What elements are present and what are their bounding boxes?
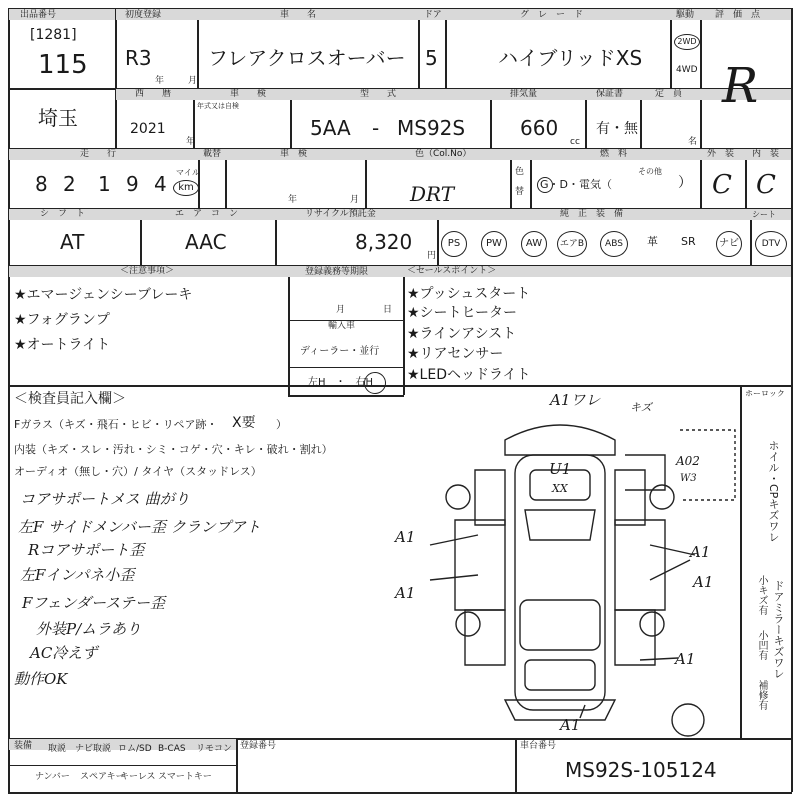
equipment-item: ABS [600, 231, 628, 257]
model-year-label: 西 暦 [135, 89, 172, 99]
year-unit: 年 [155, 76, 165, 86]
sales-item: ★ラインアシスト [407, 326, 517, 342]
inspect-month-unit: 月 [350, 195, 360, 205]
diagram-label: XX [552, 482, 568, 495]
yen-unit: 円 [427, 251, 437, 261]
fuel-close: ） [678, 175, 692, 191]
reg-number-label: 登録番号 [240, 741, 277, 751]
aircon: AAC [185, 230, 227, 254]
reg-month-unit: 月 [336, 305, 346, 315]
month-unit: 月 [188, 76, 198, 86]
side-column-2c: 補修有 [756, 680, 767, 710]
exterior-grade: C [712, 170, 732, 200]
equipment-item: ナビ [716, 231, 742, 257]
side-label: ホーロック [745, 389, 785, 398]
lane-label: 出品番号 [20, 10, 57, 20]
grade-label: グ レ ー ド [520, 10, 584, 20]
recycle-label: リサイクル預託金 [305, 209, 376, 219]
mileage-digit: 4 [154, 172, 167, 196]
score: R [722, 58, 759, 114]
mileage-digit: 1 [98, 172, 111, 196]
reg-deadline-label: 登録義務等期限 [305, 267, 369, 277]
diagram-label: U1 [549, 460, 572, 478]
mileage-digit: 8 [35, 172, 48, 196]
diagram-label: W3 [680, 473, 697, 484]
lot-number: 115 [38, 50, 88, 80]
side-column-1: ホイル・CPキズワレ [767, 440, 780, 543]
windshield-close: ） [276, 418, 287, 431]
footer-item: ロム/SD [118, 744, 152, 754]
footer-item: スペアキー [80, 772, 125, 782]
handwritten-note: 外装P/ムラあり [36, 620, 142, 638]
diagram-label: A1 [690, 543, 711, 561]
diagram-label: A1ワレ [550, 391, 601, 409]
inspect-year-unit: 年 [288, 195, 298, 205]
handwritten-note: 左F サイドメンバー歪 クランプアト [18, 518, 261, 536]
type-prefix: 5AA [310, 116, 351, 140]
footer-item: 取説 [48, 744, 67, 754]
equipment-item: AW [521, 231, 547, 257]
exterior-label: 外 装 [707, 149, 735, 159]
type-label: 型 式 [360, 89, 397, 99]
footer-item: スマートキー [158, 772, 212, 782]
shift: AT [60, 230, 85, 254]
diagram-label: A1 [560, 716, 581, 734]
footer-item: キーレス [120, 772, 156, 782]
color-change-label-1: 色 [515, 167, 525, 177]
fuel-options: G・D・電気（ [540, 178, 612, 191]
cc-unit: cc [570, 137, 580, 147]
windshield-mark: X要 [232, 415, 256, 431]
lot-code: [1281] [30, 27, 77, 43]
first-reg-era: R3 [125, 46, 152, 70]
capacity-unit: 名 [688, 137, 698, 147]
audio-tire-line: オーディオ（無し・穴）/ タイヤ（スタッドレス） [14, 465, 262, 478]
inspection-label: 車 検 [230, 89, 267, 99]
equipment-item: PW [481, 231, 507, 257]
inspection-note: 年式又は自検 [197, 102, 239, 110]
inspector-title: ＜検査員記入欄＞ [14, 391, 126, 407]
color-label: 色（Col.No） [415, 149, 472, 159]
type-dash: - [372, 116, 380, 140]
cc-label: 排気量 [510, 89, 538, 99]
handwritten-note: Fフェンダーステー歪 [22, 594, 166, 612]
reg-day-unit: 日 [383, 305, 393, 315]
meter-label: 載替 [203, 149, 222, 159]
sales-item: ★プッシュスタート [407, 286, 531, 302]
diagram-label: A1 [693, 573, 714, 591]
dealer-parallel: ディーラー・並行 [300, 346, 380, 357]
chassis-number: MS92S-105124 [565, 758, 717, 782]
doors: 5 [425, 46, 438, 70]
inspect-label: 車 検 [280, 149, 308, 159]
interior-line: 内装（キズ・スレ・汚れ・シミ・コゲ・穴・キレ・破れ・割れ） [14, 443, 333, 456]
footer-item: ナビ取説 [75, 744, 112, 754]
color-change-label-2: 替 [515, 187, 525, 197]
mileage-digit: 2 [63, 172, 76, 196]
type-code: MS92S [397, 116, 466, 140]
model-year-unit: 年 [186, 137, 196, 147]
drive-2wd-circled: 2WD [674, 34, 700, 50]
grade: ハイブリッドXS [498, 46, 643, 70]
fuel-other-label: その他 [638, 167, 662, 176]
equipment-item-plain: 革 [647, 235, 658, 248]
cc: 660 [520, 116, 559, 140]
handwritten-note: コアサポートメス 曲がり [20, 490, 190, 508]
mileage-digit: 9 [126, 172, 139, 196]
recycle: 8,320 [355, 230, 413, 254]
footer-item: ナンバー [35, 772, 70, 782]
handwritten-note: Rコアサポート歪 [28, 541, 145, 559]
score-label: 評 価 点 [715, 10, 761, 20]
fuel-label: 燃 料 [600, 149, 628, 159]
sales-item: ★LEDヘッドライト [407, 367, 531, 383]
sales-item: ★シートヒーター [407, 305, 517, 321]
diagram-label: A1 [395, 528, 416, 546]
aircon-label: エ ア コ ン [175, 209, 239, 219]
interior-label: 内 装 [752, 149, 780, 159]
interior-grade: C [756, 170, 776, 200]
shift-label: シ フ ト [40, 209, 86, 219]
caution-item: ★オートライト [14, 337, 111, 353]
import-label: 輸入車 [328, 321, 356, 331]
equipment-item: PS [441, 231, 467, 257]
handwritten-note: AC冷えず [30, 644, 98, 662]
diagram-label: A02 [676, 454, 700, 468]
model-year: 2021 [130, 121, 166, 137]
capacity-label: 定 員 [655, 89, 683, 99]
drive-4wd: 4WD [676, 65, 698, 75]
side-column-2b: 小凹有 [756, 630, 767, 660]
doors-label: ドア [424, 10, 442, 20]
footer-label: 装備 [14, 741, 33, 751]
region: 埼玉 [38, 106, 78, 130]
seat-label: シート [752, 210, 776, 219]
side-column-2: ドアミラーキズワレ [772, 580, 785, 679]
diagram-label: A1 [395, 584, 416, 602]
footer-item: B-CAS [158, 744, 186, 754]
drive-label: 駆動 [676, 10, 695, 20]
caution-item: ★エマージェンシーブレーキ [14, 287, 193, 303]
warranty: 有・無 [596, 121, 638, 137]
diagram-label: キズ [630, 401, 652, 414]
sales-label: ＜セールスポイント＞ [407, 266, 497, 276]
diagram-label: A1 [675, 650, 696, 668]
color-handwritten: DRT [410, 182, 455, 206]
footer-item: リモコン [196, 744, 233, 754]
equipment-label: 純 正 装 備 [560, 209, 624, 219]
first-reg-label: 初度登録 [125, 10, 162, 20]
model-name-label: 車 名 [280, 10, 317, 20]
handle-side: 左H ・ 右H [308, 377, 374, 388]
chassis-label: 車台番号 [520, 741, 557, 751]
caution-item: ★フォグランプ [14, 312, 110, 328]
equipment-item-plain: SR [681, 235, 696, 248]
handwritten-note: 左Fインパネ小歪 [20, 566, 135, 584]
equipment-item: DTV [755, 231, 787, 257]
handwritten-note: 動作OK [14, 670, 68, 688]
side-column-1b: 小キズ有 [756, 575, 767, 615]
model-name: フレアクロスオーバー [208, 46, 406, 70]
equipment-item: エアB [557, 231, 587, 257]
windshield-line: Fガラス（キズ・飛石・ヒビ・リペア跡・ [14, 418, 218, 431]
mile-unit: マイル [176, 168, 200, 177]
warranty-label: 保証書 [596, 89, 624, 99]
caution-label: ＜注意事項＞ [120, 266, 175, 276]
mileage-label: 走 行 [80, 149, 117, 159]
km-unit-circled: km [173, 180, 199, 196]
sales-item: ★リアセンサー [407, 346, 504, 362]
